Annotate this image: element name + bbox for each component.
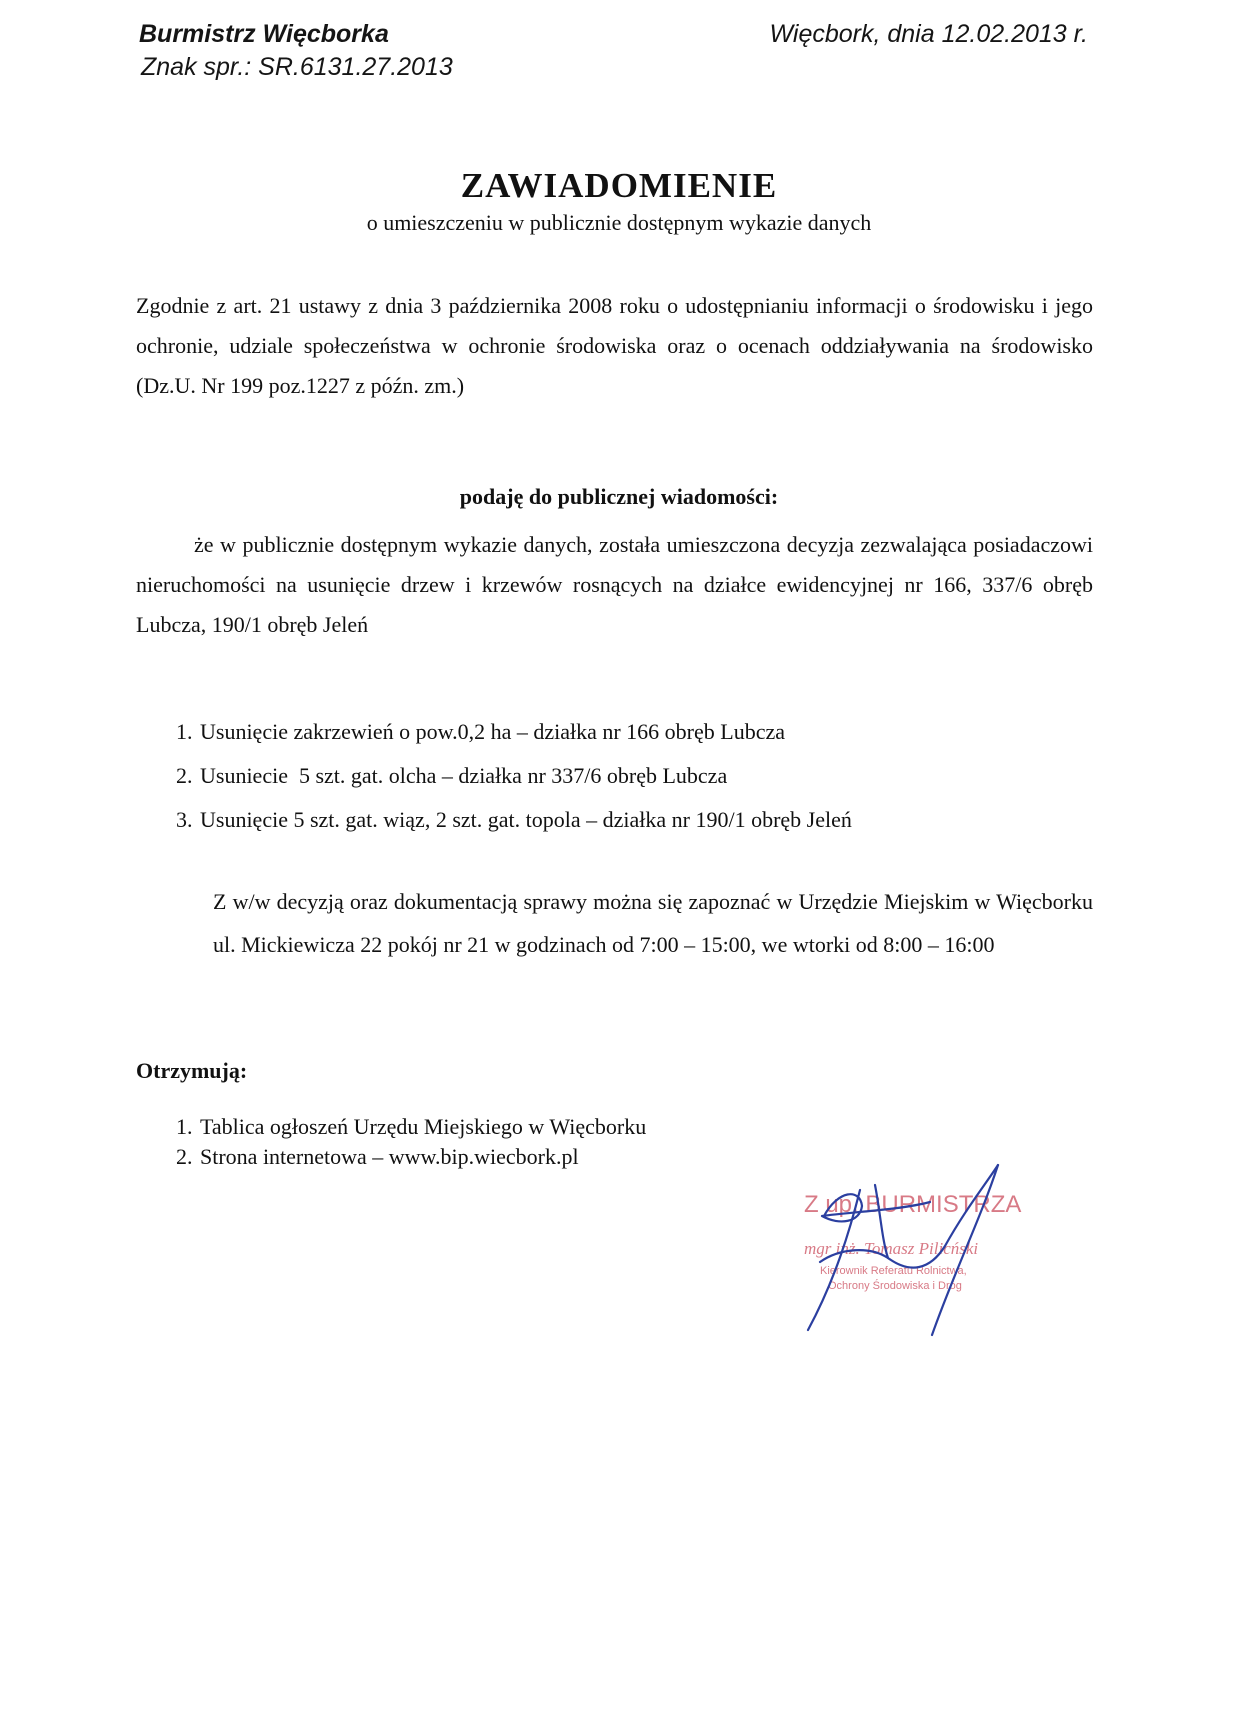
legal-basis-paragraph: Zgodnie z art. 21 ustawy z dnia 3 października 2008 roku o udostępnianiu informacji o środowisku i jego ochronie, udziale społeczeństwa w ochronie środowiska oraz o ocenach oddziaływania na środowisko (Dz.U. Nr 199 poz.1227 z późn. zm.)	[136, 293, 1093, 398]
stamp-line-2: mgr inż. Tomasz Pilicński	[804, 1239, 979, 1258]
list-item-number: 3.	[176, 807, 193, 832]
list-item	[176, 1142, 646, 1172]
info-paragraph: Z w/w decyzją oraz dokumentacją sprawy można się zapoznać w Urzędzie Miejskim w Więcborku ul. Mickiewicza 22 pokój nr 21 w godzinach od 7:00 – 15:00, we wtorki od 8:00 – 16:00	[213, 889, 1093, 957]
list-item-text: Usunięcie zakrzewień o pow.0,2 ha – działka nr 166 obręb Lubcza	[200, 719, 786, 744]
removal-list	[176, 710, 852, 842]
reference-number: Znak spr.: SR.6131.27.2013	[141, 53, 453, 81]
list-item	[176, 798, 852, 842]
stamp-line-1: Z up. BURMISTRZA	[804, 1191, 1022, 1218]
decision-paragraph: że w publicznie dostępnym wykazie danych, została umieszczona decyzja zezwalająca posiadaczowi nieruchomości na usunięcie drzew i krzewów rosnących na działce ewidencyjnej nr 166, 337/6 obręb Lubcza, 190/1 obręb Jeleń	[136, 532, 1093, 637]
list-item-number: 1.	[176, 719, 193, 744]
receivers-list	[176, 1112, 646, 1172]
list-item-text: Usuniecie 5 szt. gat. olcha – działka nr 337/6 obręb Lubcza	[200, 763, 728, 788]
receivers-heading: Otrzymują:	[136, 1058, 248, 1083]
list-item	[176, 1112, 646, 1142]
stamp-line-4: Ochrony Środowiska i Dróg	[828, 1280, 962, 1292]
list-item-text: Strona internetowa – www.bip.wiecbork.pl	[200, 1144, 579, 1169]
document-subtitle: o umieszczeniu w publicznie dostępnym wykazie danych	[366, 210, 872, 235]
issuer-name: Burmistrz Więcborka	[139, 20, 389, 48]
list-item	[176, 710, 852, 754]
stamp-and-signature	[780, 1150, 1080, 1350]
place-date: Więcbork, dnia 12.02.2013 r.	[769, 20, 1088, 48]
list-item-text: Tablica ogłoszeń Urzędu Miejskiego w Więcborku	[200, 1114, 647, 1139]
list-item-text: Usunięcie 5 szt. gat. wiąz, 2 szt. gat. topola – działka nr 190/1 obręb Jeleń	[200, 807, 852, 832]
stamp-line-3: Kierownik Referatu Rolnictwa,	[820, 1265, 967, 1277]
document-title: ZAWIADOMIENIE	[460, 166, 778, 205]
list-item-number: 2.	[176, 763, 193, 788]
announcement-heading: podaję do publicznej wiadomości:	[459, 484, 779, 509]
list-item-number: 1.	[176, 1114, 193, 1139]
list-item	[176, 754, 852, 798]
list-item-number: 2.	[176, 1144, 193, 1169]
